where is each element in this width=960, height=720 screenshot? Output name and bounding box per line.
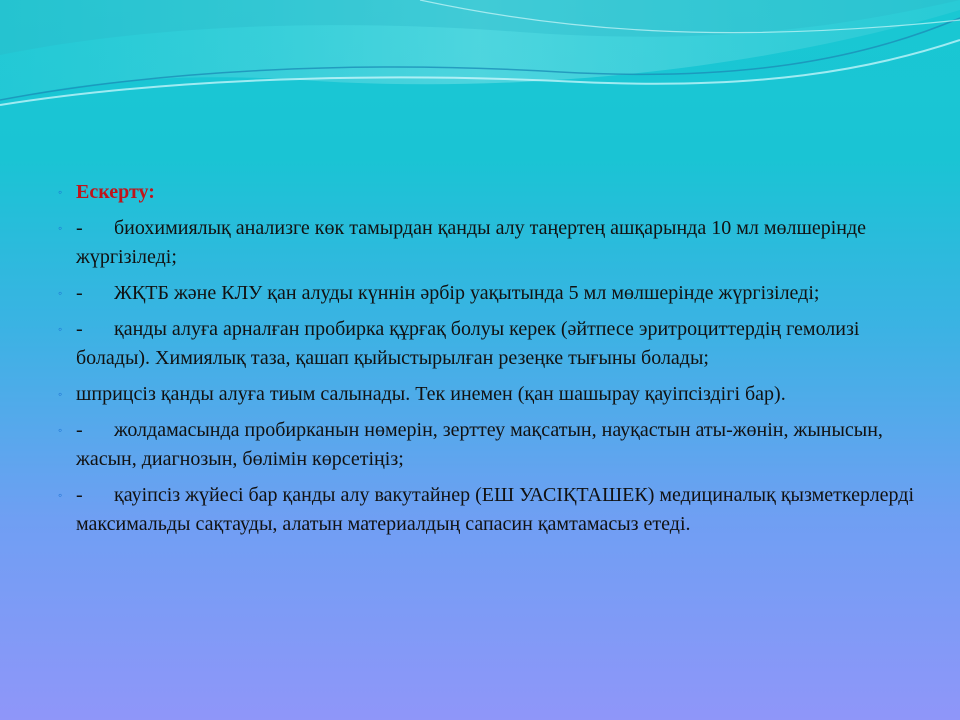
item-dash: -: [76, 419, 83, 441]
bullet-icon: ◦: [58, 185, 63, 199]
list-item: [58, 380, 918, 409]
item-text: жолдамасында пробирканын нөмерін, зерттеу мақсатын, науқастын аты-жөнін, жынысын, жасын, диагнозын, бөлімін көрсетіңіз;: [76, 419, 883, 470]
list-item: [58, 214, 918, 272]
item-text: биохимиялық анализге көк тамырдан қанды алу таңертең ашқарында 10 мл мөлшерінде жүргізіледі;: [76, 217, 867, 268]
item-text: ЖҚТБ және КЛУ қан алуды күннін әрбір уақытында 5 мл мөлшерінде жүргізіледі;: [114, 282, 820, 304]
bullet-icon: ◦: [58, 387, 63, 401]
bullet-icon: ◦: [58, 286, 63, 300]
item-dash: -: [76, 282, 83, 304]
item-text: шприцсіз қанды алуға тиым салынады. Тек инемен (қан шашырау қауіпсіздігі бар).: [76, 383, 786, 405]
slide-heading: Ескерту:: [76, 181, 155, 203]
list-item: [58, 481, 918, 539]
item-dash: -: [76, 217, 83, 239]
slide-body: [58, 178, 918, 546]
decorative-waves: [0, 0, 960, 150]
bullet-icon: ◦: [58, 221, 63, 235]
list-item: [58, 315, 918, 373]
heading-item: [58, 178, 918, 207]
item-dash: -: [76, 318, 83, 340]
bullet-icon: ◦: [58, 488, 63, 502]
list-item: [58, 416, 918, 474]
bullet-icon: ◦: [58, 322, 63, 336]
item-text: қауіпсіз жүйесі бар қанды алу вакутайнер (ЕШ УАСІҚТАШЕК) медициналық қызметкерлерді максимальды сақтауды, алатын материалдың сапасин қамтамасыз етеді.: [76, 484, 915, 535]
item-dash: -: [76, 484, 83, 506]
item-text: қанды алуға арналған пробирка құрғақ болуы керек (әйтпесе эритроциттердің гемолизі болады). Химиялық таза, қашап қыйыстырылған резеңке тығыны болады;: [76, 318, 860, 369]
bullet-icon: ◦: [58, 423, 63, 437]
list-item: [58, 279, 918, 308]
